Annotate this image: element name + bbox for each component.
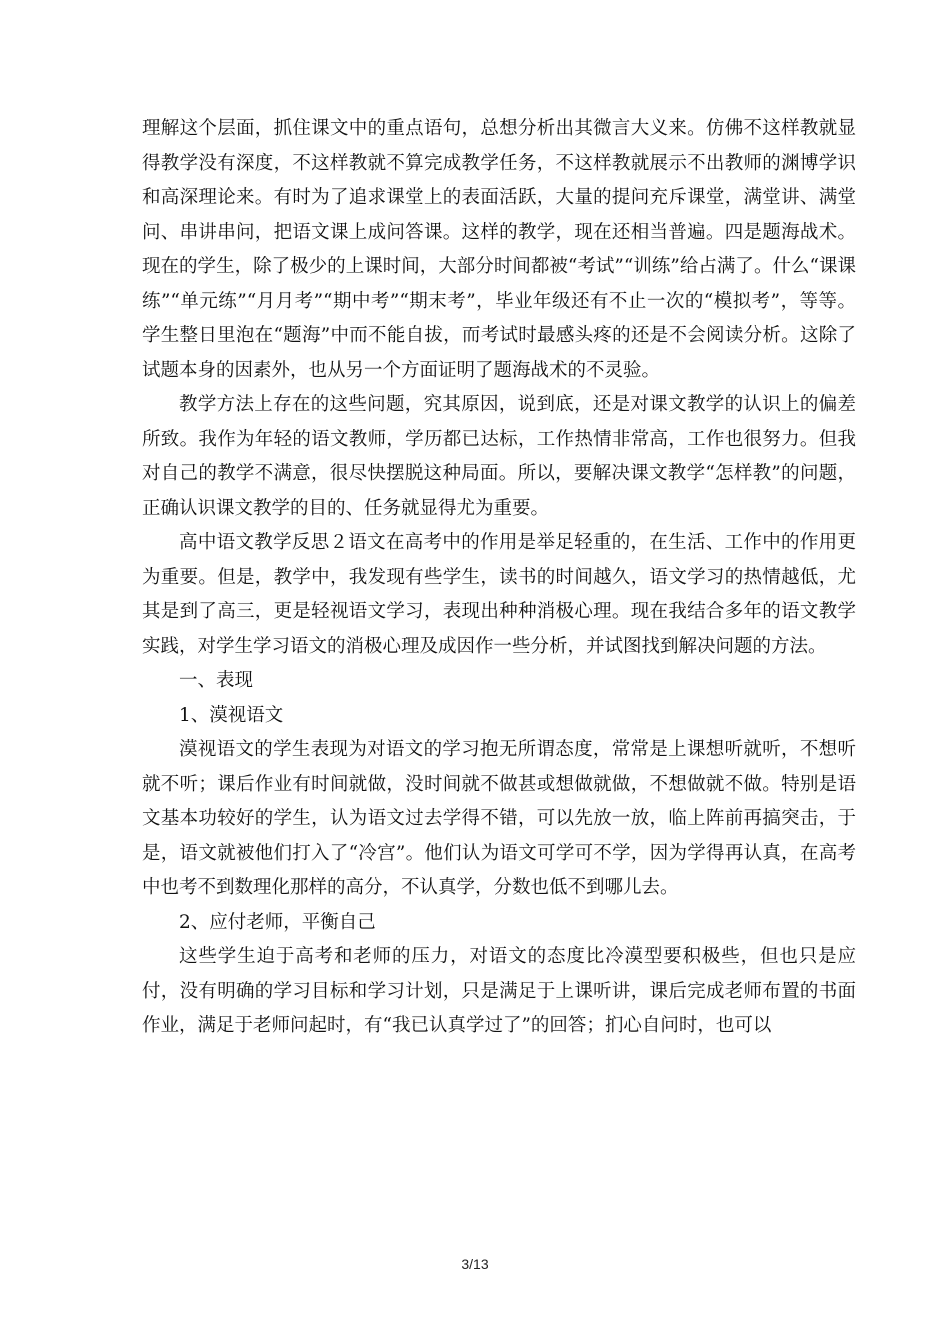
subheading-cope-with-teacher: 2、应付老师，平衡自己 <box>179 911 376 933</box>
section-heading-performance: 一、表现 <box>179 670 254 691</box>
page-number: 3/13 <box>461 1256 489 1272</box>
document-body <box>142 112 856 1044</box>
paragraph-3: 高中语文教学反思２语文在高考中的作用是举足轻重的，在生活、工作中的作用更为重要。但是，教学中，我发现有些学生，读书的时间越久，语文学习的热情越低，尤其是到了高三，更是轻视语文学习，表现出种种消极心理。现在我结合多年的语文教学实践，对学生学习语文的消极心理及成因作一些分析，并试图找到解决问题的方法。 <box>142 532 856 657</box>
subheading-ignore-chinese: 1、漠视语文 <box>179 704 284 726</box>
paragraph-2: 教学方法上存在的这些问题，究其原因，说到底，还是对课文教学的认识上的偏差所致。我作为年轻的语文教师，学历都已达标，工作热情非常高，工作也很努力。但我对自己的教学不满意，很尽快摆脱这种局面。所以，要解决课文教学“怎样教”的问题，正确认识课文教学的目的、任务就显得尤为重要。 <box>142 394 856 519</box>
paragraph-4: 漠视语文的学生表现为对语文的学习抱无所谓态度，常常是上课想听就听，不想听就不听；课后作业有时间就做，没时间就不做甚或想做就做，不想做就不做。特别是语文基本功较好的学生，认为语文过去学得不错，可以先放一放，临上阵前再搞突击，于是，语文就被他们打入了“冷宫”。他们认为语文可学可不学，因为学得再认真，在高考中也考不到数理化那样的高分，不认真学，分数也低不到哪儿去。 <box>142 739 856 898</box>
paragraph-5: 这些学生迫于高考和老师的压力，对语文的态度比冷漠型要积极些，但也只是应付，没有明确的学习目标和学习计划，只是满足于上课听讲，课后完成老师布置的书面作业，满足于老师问起时，有“我已认真学过了”的回答；扪心自问时，也可以 <box>142 946 856 1036</box>
paragraph-1: 理解这个层面，抓住课文中的重点语句，总想分析出其微言大义来。仿佛不这样教就显得教学没有深度，不这样教就不算完成教学任务，不这样教就展示不出教师的渊博学识和高深理论来。有时为了追求课堂上的表面活跃，大量的提问充斥课堂，满堂讲、满堂问、串讲串问，把语文课上成问答课。这样的教学，现在还相当普遍。四是题海战术。现在的学生，除了极少的上课时间，大部分时间都被“考试”“训练”给占满了。什么“课课练”“单元练”“月月考”“期中考”“期末考”，毕业年级还有不止一次的“模拟考”，等等。学生整日里泡在“题海”中而不能自拔，而考试时最感头疼的还是不会阅读分析。这除了试题本身的因素外，也从另一个方面证明了题海战术的不灵验。 <box>142 118 856 381</box>
